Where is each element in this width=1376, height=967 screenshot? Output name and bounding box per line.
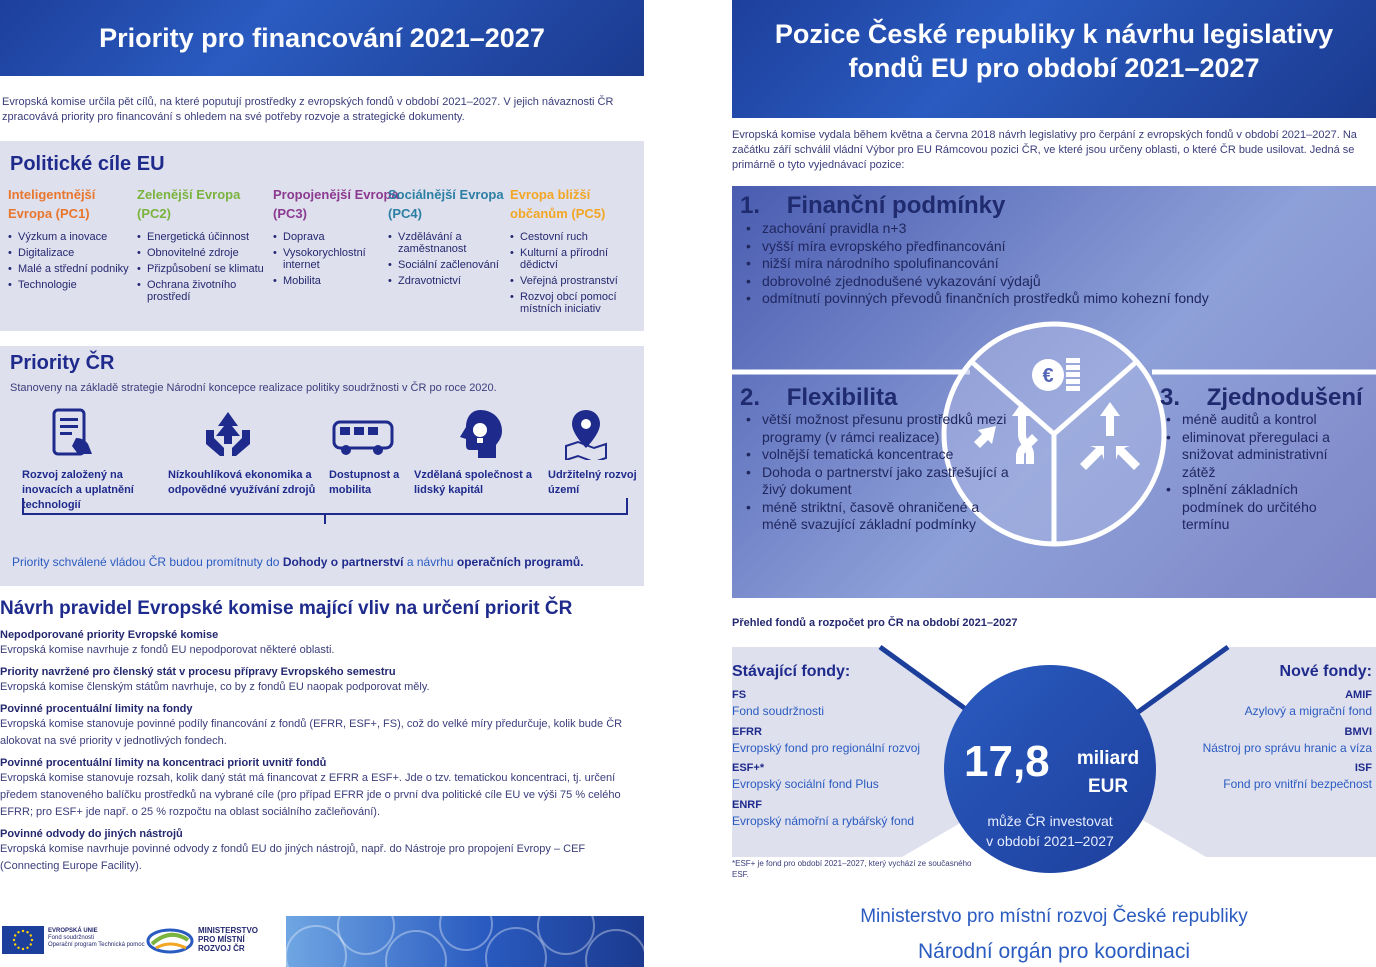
eu-goal-list <box>8 231 136 291</box>
fund-abbr: ESF+* <box>732 762 765 774</box>
fund-abbr: ISF <box>1354 762 1372 774</box>
priority-item <box>168 408 316 496</box>
decorative-band <box>286 916 644 967</box>
fund-name: Evropský fond pro regionální rozvoj <box>732 740 921 755</box>
eu-goal-title: Propojenější Evropa (PC3) <box>273 187 399 221</box>
priority-label: Rozvoj založený na inovacích a uplatnění technologií <box>22 469 134 511</box>
list-item: • větší možnost přesunu prostředků mezi programy (v rámci realizace) <box>740 411 1010 446</box>
position-1-list <box>740 220 1300 308</box>
rule-text: Evropská komise navrhuje z fondů EU nepodporovat některé oblasti. <box>0 644 335 656</box>
fund-name: Evropský námořní a rybářský fond <box>732 813 915 828</box>
fund-name: Evropský sociální fond Plus <box>732 777 879 791</box>
list-item: • Doprava <box>273 231 401 243</box>
cr-priorities-note: Priority schválené vládou ČR budou promítnuty do Dohody o partnerství a návrhu operačních programů. <box>12 555 584 569</box>
list-item: • Rozvoj obcí pomocí místních iniciativ <box>510 291 638 315</box>
rule-heading: Povinné procentuální limity na koncentraci priorit uvnitř fondů <box>0 757 327 769</box>
eu-goal-list <box>510 231 638 315</box>
position-3-list <box>1160 411 1360 534</box>
list-item: • Dohoda o partnerství jako zastřešující a živý dokument <box>740 464 1010 499</box>
eu-goal-column <box>510 185 638 319</box>
eu-goal-title: Sociálnější Evropa (PC4) <box>388 187 504 221</box>
budget-unit: miliard EUR <box>1076 748 1140 797</box>
rule-heading: Nepodporované priority Evropské komise <box>0 629 219 641</box>
funds-overview <box>732 645 1376 857</box>
priority-label: Vzdělaná společnost a lidský kapitál <box>414 469 532 496</box>
eu-goal-list <box>273 231 401 287</box>
fund-name: Azylový a migrační fond <box>1244 704 1372 718</box>
list-item: • splnění základních podmínek do určitého termínu <box>1160 481 1360 534</box>
position-2-heading: 2. Flexibilita <box>740 384 898 411</box>
priority-label: Dostupnost a mobilita <box>329 469 400 496</box>
footer-logos <box>0 920 280 960</box>
list-item: • Vzdělávání a zaměstnanost <box>388 231 516 255</box>
negotiation-positions <box>732 186 1376 598</box>
budget-circle <box>944 665 1156 873</box>
fund-abbr: ENRF <box>732 798 762 811</box>
eu-goals-heading: Politické cíle EU <box>10 153 165 175</box>
left-title: Priority pro financování 2021–2027 <box>0 0 644 76</box>
map-pin-icon <box>562 408 610 460</box>
budget-caption: může ČR investovat v období 2021–2027 <box>986 813 1114 849</box>
rule-heading: Povinné procentuální limity na fondy <box>0 703 193 715</box>
priority-label: Udržitelný rozvoj území <box>548 469 637 496</box>
eu-goal-column <box>137 185 265 307</box>
list-item: • Digitalizace <box>8 247 136 259</box>
list-item: • volnější tematická koncentrace <box>740 446 1010 464</box>
rule-text: Evropská komise navrhuje povinné odvody z fondů EU do jiných nástrojů, např. do Nástroje pro propojení Evropy – CEF (Connecting Europe Facility). <box>0 843 586 872</box>
list-item: • odmítnutí povinných převodů finančních prostředků mimo kohezní fondy <box>740 290 1300 308</box>
eu-goal-column <box>8 185 136 295</box>
right-page <box>732 0 1376 967</box>
list-item: • Vysokorychlostní internet <box>273 247 401 271</box>
fund-abbr: AMIF <box>1345 689 1372 701</box>
list-item: • Technologie <box>8 279 136 291</box>
budget-title: Přehled fondů a rozpočet pro ČR na období 2021–2027 <box>732 617 1018 629</box>
ec-rules-section <box>0 598 644 881</box>
fund-name: Fond soudržnosti <box>732 704 825 718</box>
fund-abbr: FS <box>732 689 747 701</box>
fund-name: Fond pro vnitřní bezpečnost <box>1223 777 1372 791</box>
rule-text: Evropská komise členským státům navrhuje, co by z fondů EU naopak podporovat měly. <box>0 681 430 693</box>
rule-heading: Povinné odvody do jiných nástrojů <box>0 828 183 840</box>
mmr-logo-icon <box>146 928 194 954</box>
priority-item <box>414 408 532 496</box>
list-item: • Malé a střední podniky <box>8 263 136 275</box>
list-item: • nižší míra národního spolufinancování <box>740 255 1300 273</box>
eu-flag-icon <box>2 926 44 954</box>
eu-goal-column <box>388 185 516 291</box>
left-page <box>0 0 644 967</box>
priority-item <box>22 408 134 511</box>
position-3-heading: 3. Zjednodušení <box>1160 384 1363 411</box>
rule-text: Evropská komise stanovuje povinné podíly financování z fondů (EFRR, ESF+, FS), což do velké míry předurčuje, kolik bude ČR alokovat na své priority v jednotlivých fondech. <box>0 718 623 747</box>
rule-text: Evropská komise stanovuje rozsah, kolik daný stát má financovat z EFRR a ESF+. Jde o tzv. tematickou koncentraci, tj. určení předem stanoveného balíčku prostředků na vybrané cíle (pro případ EFRR jde o první dva politické cíle EU ve výši 75 % celého EFRR; pro ESF+ jde např. o 25 % rozpočtu na oblast sociálního začleňování). <box>0 772 621 818</box>
eu-goal-title: Inteligentnější Evropa (PC1) <box>8 187 96 221</box>
list-item: • Výzkum a inovace <box>8 231 136 243</box>
eu-goal-column <box>273 185 401 291</box>
position-2-list <box>740 411 1010 534</box>
coordination-organ: Národní orgán pro koordinaci <box>918 940 1190 963</box>
fund-abbr: BMVI <box>1344 725 1372 738</box>
cr-priorities-heading: Priority ČR <box>10 352 115 374</box>
eu-goal-title: Zelenější Evropa (PC2) <box>137 187 241 221</box>
euro-coins-icon <box>1032 358 1080 391</box>
fund-abbr: EFRR <box>732 725 762 738</box>
budget-amount: 17,8 <box>964 737 1050 786</box>
esf-footnote: *ESF+ je fond pro období 2021–2027, který vychází ze současného ESF. <box>732 859 972 879</box>
position-1-heading: 1. Finanční podmínky <box>740 192 1006 219</box>
priority-item <box>329 408 400 496</box>
rule-heading: Priority navržené pro členský stát v procesu přípravy Evropského semestru <box>0 666 396 678</box>
list-item: • vyšší míra evropského předfinancování <box>740 238 1300 256</box>
left-intro: Evropská komise určila pět cílů, na které poputují prostředky z evropských fondů v období 2021–2027. V jejich návaznosti ČR zpracovává priority pro financování s ohledem na své potřeby rozvoje a strategické dokumenty. <box>2 96 614 123</box>
mmr-logo-text: MINISTERSTVO PRO MÍSTNÍ ROZVOJ ČR <box>198 926 259 953</box>
cr-priorities-subtitle: Stanoveny na základě strategie Národní koncepce realizace politiky soudržnosti v ČR po roce 2020. <box>10 382 497 394</box>
list-item: • Obnovitelné zdroje <box>137 247 265 259</box>
list-item: • eliminovat přeregulaci a snižovat administrativní zátěž <box>1160 429 1360 482</box>
eu-goal-list <box>388 231 516 287</box>
circles-pattern <box>286 916 644 967</box>
hands-tree-icon <box>202 408 254 460</box>
list-item: • méně striktní, časově ohraničené a méně svazující základní podmínky <box>740 499 1010 534</box>
fund-name: Nástroj pro správu hranic a víza <box>1202 740 1372 755</box>
right-intro: Evropská komise vydala během května a června 2018 návrh legislativy pro čerpání z evropských fondů v období 2021–2027. Na začátku září schválil vládní Výbor pro EU Rámcovou pozici ČR, ve které jsou určeny oblasti, o které ČR bude usilovat. Jedná se primárně o tyto vyjednávací pozice: <box>732 129 1357 171</box>
bus-icon <box>332 408 394 460</box>
eu-goals-box <box>0 141 644 331</box>
right-title: Pozice České republiky k návrhu legislativy fondů EU pro období 2021–2027 <box>732 0 1376 118</box>
list-item: • Zdravotnictví <box>388 275 516 287</box>
list-item: • méně auditů a kontrol <box>1160 411 1360 429</box>
ministry-name: Ministerstvo pro místní rozvoj České republiky <box>860 906 1248 927</box>
eu-logo-text: EVROPSKÁ UNIE Fond soudržnosti Operační program Technická pomoc <box>48 928 145 948</box>
list-item: • Kulturní a přírodní dědictví <box>510 247 638 271</box>
svg-text:€: € <box>1042 365 1054 387</box>
priority-label: Nízkouhlíková ekonomika a odpovědné využívání zdrojů <box>168 469 316 496</box>
tablet-hand-icon <box>48 408 98 460</box>
current-funds-heading: Stávající fondy: <box>732 663 851 680</box>
eu-goal-list <box>137 231 265 303</box>
list-item: • Ochrana životního prostředí <box>137 279 265 303</box>
list-item: • Cestovní ruch <box>510 231 638 243</box>
list-item: • Mobilita <box>273 275 401 287</box>
cr-priorities-box <box>0 346 644 586</box>
priority-item <box>548 408 637 496</box>
list-item: • Sociální začlenování <box>388 259 516 271</box>
list-item: • zachování pravidla n+3 <box>740 220 1300 238</box>
list-item: • dobrovolné zjednodušené vykazování výdajů <box>740 273 1300 291</box>
list-item: • Veřejná prostranství <box>510 275 638 287</box>
list-item: • Přizpůsobení se klimatu <box>137 263 265 275</box>
ec-rules-heading: Návrh pravidel Evropské komise mající vliv na určení priorit ČR <box>0 598 573 619</box>
eu-goal-title: Evropa bližší občanům (PC5) <box>510 187 606 221</box>
head-idea-icon <box>456 408 504 460</box>
list-item: • Energetická účinnost <box>137 231 265 243</box>
priorities-bracket <box>22 498 628 526</box>
new-funds-heading: Nové fondy: <box>1279 663 1372 680</box>
